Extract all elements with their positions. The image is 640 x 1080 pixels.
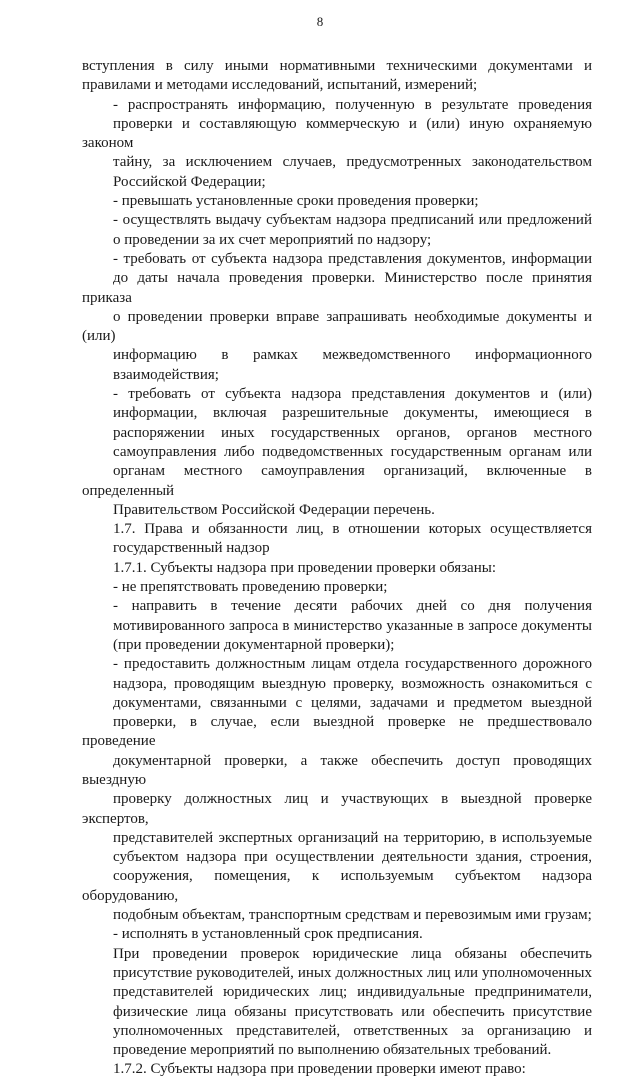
text-line: проверки, в случае, если выездной проверке не предшествовало проведение — [82, 714, 592, 750]
paragraph — [82, 578, 592, 597]
text-line: информации, включая разрешительные документы, имеющиеся в — [113, 405, 592, 422]
text-line: правилами и методами исследований, испытаний, измерений; — [82, 77, 478, 94]
text-line: проверки и составляющую коммерческую и (или) иную охраняемую законом — [82, 115, 592, 152]
page-number: 8 — [316, 14, 324, 29]
paragraph — [82, 520, 592, 559]
document-body — [82, 57, 592, 1080]
text-line: распоряжении иных государственных органов, органов местного — [113, 424, 592, 441]
text-line: Правительством Российской Федерации перечень. — [113, 501, 435, 518]
text-line: мотивированного запроса в министерство указанные в запросе документы — [113, 617, 592, 634]
text-line: до даты начала проведения проверки. Министерство после принятия приказа — [82, 270, 592, 306]
text-line: органам местного самоуправления организаций, включенные в определенный — [82, 463, 592, 499]
text-line: - исполнять в установленный срок предписания. — [113, 926, 423, 943]
paragraph — [82, 559, 592, 578]
text-line: - не препятствовать проведению проверки; — [113, 579, 388, 596]
text-line: проверку должностных лиц и участвующих в выездной проверке экспертов, — [82, 791, 592, 827]
text-line: - требовать от субъекта надзора представления документов и (или) — [113, 386, 592, 403]
text-line: представителей экспертных организаций на территорию, в используемые — [113, 829, 592, 846]
paragraph — [82, 655, 592, 925]
text-line: представителей юридических лиц; индивидуальные предприниматели, — [113, 984, 592, 1001]
paragraph — [82, 1060, 592, 1079]
paragraph — [82, 945, 592, 1061]
text-line: о проведении проверки вправе запрашивать необходимые документы и (или) — [82, 308, 592, 345]
paragraph — [82, 385, 592, 520]
text-line: подобным объектам, транспортным средствам и перевозимым ими грузам; — [113, 907, 592, 924]
text-line: - требовать от субъекта надзора представления документов, информации — [113, 250, 592, 267]
text-line: документарной проверки, а также обеспечить доступ проводящих выездную — [82, 752, 592, 788]
text-line: присутствие руководителей, иных должностных лиц или уполномоченных — [113, 964, 592, 981]
text-line: При проведении проверок юридические лица обязаны обеспечить — [113, 945, 592, 962]
paragraph — [82, 57, 592, 96]
paragraph — [82, 250, 592, 385]
text-line: - предоставить должностным лицам отдела государственного дорожного — [113, 656, 592, 673]
text-line: - осуществлять выдачу субъектам надзора предписаний или предложений — [113, 212, 592, 229]
text-line: - распространять информацию, полученную в результате проведения — [113, 96, 592, 113]
text-line: о проведении за их счет мероприятий по надзору; — [113, 231, 432, 248]
paragraph — [82, 211, 592, 250]
paragraph — [82, 597, 592, 655]
text-line: документами, связанными с целями, задачами и предметом выездной — [113, 694, 592, 711]
text-line: уполномоченных представителей, ответственных за организацию и — [113, 1022, 592, 1039]
text-line: Российской Федерации; — [113, 173, 266, 190]
text-line: информацию в рамках межведомственного информационного — [113, 347, 592, 364]
text-line: вступления в силу иными нормативными техническими документами и — [82, 58, 592, 74]
text-line: сооружения, помещения, к используемым субъектом надзора оборудованию, — [82, 868, 592, 904]
text-line: - превышать установленные сроки проведения проверки; — [113, 193, 479, 210]
text-line: (при проведении документарной проверки); — [113, 636, 395, 653]
text-line: субъектом надзора при осуществлении деятельности здания, строения, — [113, 849, 592, 866]
text-line: 1.7.2. Субъекты надзора при проведении проверки имеют право: — [113, 1061, 526, 1078]
paragraph — [82, 192, 592, 211]
text-line: - направить в течение десяти рабочих дней со дня получения — [113, 598, 592, 615]
text-line: проведение мероприятий по выполнению обязательных требований. — [113, 1042, 552, 1059]
text-line: надзора, проводящим выездную проверку, возможность ознакомиться с — [113, 675, 592, 692]
paragraph — [82, 96, 592, 192]
text-line: самоуправления либо подведомственных государственным органам или — [113, 443, 592, 460]
text-line: государственный надзор — [113, 540, 270, 557]
text-line: 1.7. Права и обязанности лиц, в отношении которых осуществляется — [113, 521, 592, 538]
text-line: 1.7.1. Субъекты надзора при проведении проверки обязаны: — [113, 559, 496, 576]
paragraph — [82, 925, 592, 944]
text-line: физические лица обязаны присутствовать или обеспечить присутствие — [113, 1003, 592, 1020]
text-line: взаимодействия; — [113, 366, 219, 383]
text-line: тайну, за исключением случаев, предусмотренных законодательством — [113, 154, 592, 171]
